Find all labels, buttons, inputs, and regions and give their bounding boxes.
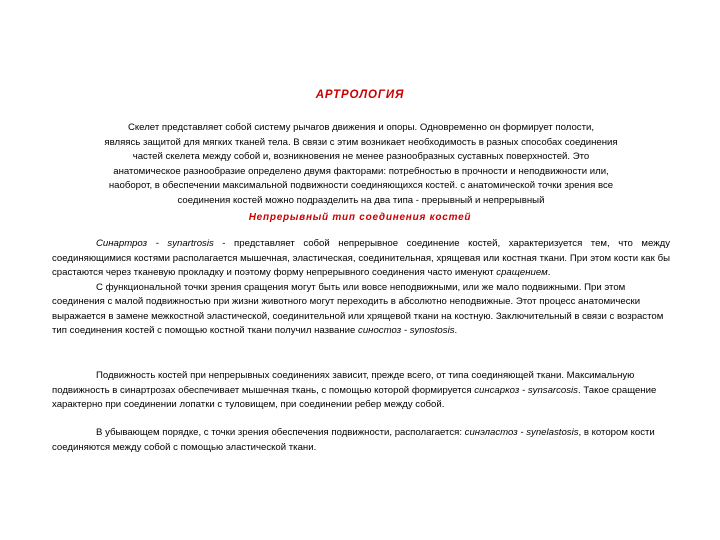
term-synarthrosis-ru: Синартроз: [96, 238, 148, 249]
paragraph-mobility: [52, 369, 670, 413]
paragraph-descending-body: В убывающем порядке, с точки зрения обеспечения подвижности, располагается:: [96, 427, 465, 438]
descending-order-block: [52, 426, 670, 455]
term-synarthrosis-lat: synartrosis: [167, 238, 214, 249]
intro-line-4: анатомическое разнообразие определено двумя факторами: потребностью в прочности и неподвижности или,: [113, 165, 609, 177]
term-synostosis-dash: -: [401, 325, 410, 337]
synarthrosis-block: [52, 237, 670, 339]
term-synsarcosis-dash: -: [519, 384, 528, 396]
term-synelastosis-dash: -: [517, 427, 527, 438]
paragraph-descending: [52, 426, 670, 455]
term-synsarcosis-ru: синсаркоз: [474, 384, 520, 396]
term-synarthrosis-dash: -: [147, 238, 168, 249]
term-synsarcosis-lat: synsarcosis: [527, 384, 578, 396]
term-synostosis-ru: синостоз: [358, 325, 402, 337]
term-synelastosis-ru: синэластоз: [464, 427, 518, 438]
term-sraschenie: сращением: [496, 267, 548, 279]
intro-line-5: наоборот, в обеспечении максимальной подвижности соединяющихся костей. с анатомической точки зрения все: [108, 180, 614, 192]
paragraph-functional-body: С функциональной точки зрения сращения могут быть или вовсе неподвижными, или же мало подвижными. При этом соединения с малой подвижностью при жизни животного могут переходить в абсолютно неподвижные. Этот процесс анатомически выражается в замене межкостной эластической, соединительной или хрящевой ткани на костную. Заключительный в связи с возрастом тип соединения костей с помощью костной ткани получил название: [52, 281, 664, 337]
paragraph-mobility-tail: . Такое сращение характерно при соединении лопатки с туловищем, при соединении ребер между собой.: [52, 384, 657, 411]
intro-line-1: Скелет представляет собой систему рычагов движения и опоры. Одновременно он формирует полости,: [127, 122, 595, 133]
intro-line-2: являясь защитой для мягких тканей тела. В связи с этим возникает необходимость в разных способах соединения: [104, 136, 618, 148]
paragraph-synarthrosis-body: - представляет собой непрерывное соединение костей, характеризуется тем, что между соединяющимися костями располагается мышечная, эластическая, соединительная, хрящевая или костная ткани. При этом кости как бы срастаются через тканевую прокладку и поэтому форму непрерывного соединения часто именуют: [52, 238, 671, 279]
intro-paragraph: [52, 121, 670, 208]
paragraph-synarthrosis: [52, 237, 670, 281]
mobility-block: [52, 369, 670, 413]
slide-title: АРТРОЛОГИЯ: [315, 89, 405, 101]
intro-line-3: частей скелета между собой и, возникновения не менее разнообразных суставных поверхностей. Это: [132, 151, 590, 163]
section-heading-continuous-joint: Непрерывный тип соединения костей: [248, 212, 472, 223]
paragraph-functional: [52, 281, 670, 339]
paragraph-mobility-body: Подвижность костей при непрерывных соединениях зависит, прежде всего, от типа соединяющей ткани. Максимальную подвижность в синартрозах обеспечивает мышечная ткань, с помощью которой формируется: [52, 370, 635, 396]
term-synostosis-lat: synostosis: [409, 325, 455, 337]
paragraph-synarthrosis-tail: .: [547, 267, 551, 279]
intro-line-6: соединения костей можно подразделить на два типа - прерывный и непрерывный: [177, 194, 545, 206]
paragraph-functional-tail: .: [454, 325, 458, 337]
term-synelastosis-lat: synelastosis: [526, 427, 579, 438]
paragraph-descending-tail: , в котором кости соединяются между собой с помощью эластической ткани.: [52, 427, 655, 453]
